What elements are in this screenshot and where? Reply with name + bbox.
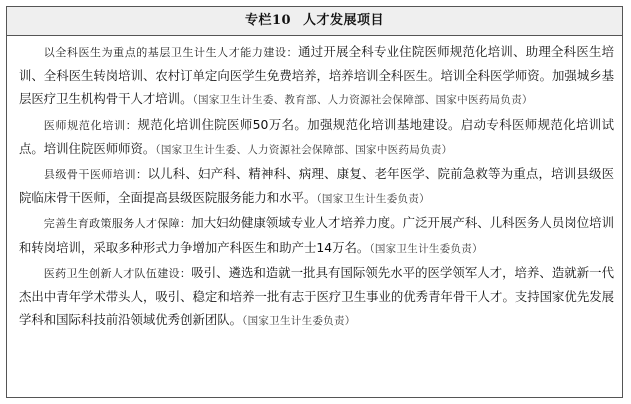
item-responsible-agencies: （国家卫生计生委、人力资源社会保障部、国家中医药局负责）: [155, 143, 453, 156]
project-item-innovation-talent: [19, 261, 614, 334]
item-heading: 医师规范化培训：: [43, 118, 138, 132]
column-header: [7, 7, 622, 36]
item-text: 以儿科、妇产科、精神科、病理、康复、老年医学、院前急救等为重点，培训县级医院临床骨干医师，全面提高县级医院服务能力和水平。: [19, 166, 615, 206]
column-box: [6, 6, 623, 398]
column-number: 专栏10: [244, 13, 292, 28]
column-content: [7, 36, 622, 333]
item-heading: 县级骨干医师培训：: [43, 168, 148, 182]
project-item-general-practitioner: [19, 40, 614, 113]
item-text: 通过开展全科专业住院医师规范化培训、助理全科医生培训、全科医生转岗培训、农村订单定向医学生免费培养，培养培训全科医生。培训全科医学师资。加强城乡基层医疗卫生机构骨干人才培训。: [19, 44, 614, 107]
item-responsible-agencies: （国家卫生计生委负责）: [242, 315, 356, 328]
item-responsible-agencies: （国家卫生计生委负责）: [316, 193, 430, 206]
item-text: 吸引、遴选和造就一批具有国际领先水平的医学领军人才，培养、造就新一代杰出中青年学术带头人，吸引、稳定和培养一批有志于医疗卫生事业的优秀青年骨干人才。支持国家优先发展学科和国际科技前沿领域优秀创新团队。: [19, 264, 614, 328]
item-heading: 医药卫生创新人才队伍建设：: [43, 266, 192, 280]
item-heading: 以全科医生为重点的基层卫生计生人才能力建设：: [43, 46, 299, 59]
project-item-resident-training: [19, 113, 614, 162]
item-text: 加大妇幼健康领域专业人才培养力度。广泛开展产科、儿科医务人员岗位培训和转岗培训，采取多种形式力争增加产科医生和助产士14万名。: [19, 215, 614, 255]
item-text: 规范化培训住院医师50万名。加强规范化培训基地建设。启动专科医师规范化培训试点。培训住院医师师资。: [19, 116, 614, 156]
project-item-county-physician: [19, 162, 614, 211]
item-heading: 完善生育政策服务人才保障：: [43, 217, 192, 231]
item-responsible-agencies: （国家卫生计生委、教育部、人力资源社会保障部、国家中医药局负责）: [192, 94, 533, 107]
item-responsible-agencies: （国家卫生计生委负责）: [369, 242, 483, 255]
column-title: 人才发展项目: [303, 13, 385, 28]
project-item-maternal-child: [19, 211, 614, 260]
